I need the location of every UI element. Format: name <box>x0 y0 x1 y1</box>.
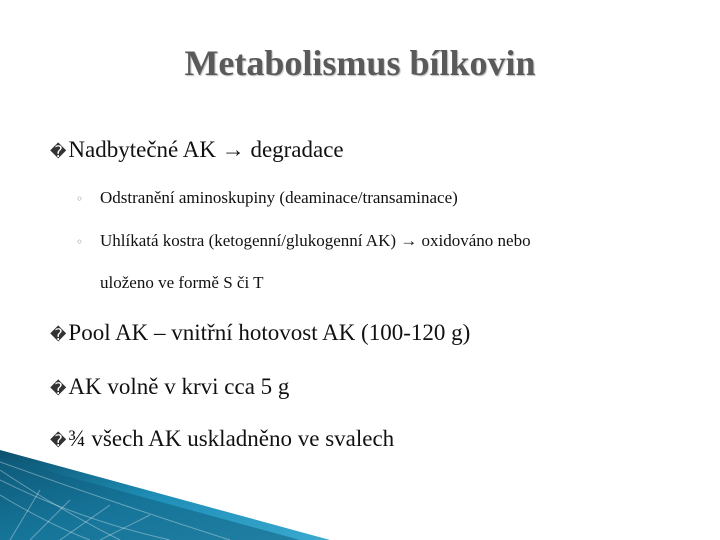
bullet-item <box>50 137 344 163</box>
slide-title: Metabolismus bílkovin <box>184 43 536 83</box>
sub-bullet-marker-icon: ◦ <box>76 235 84 249</box>
bullet-marker-icon: � <box>50 379 67 398</box>
sub-bullet-item <box>76 231 531 251</box>
sub-bullet-marker-icon: ◦ <box>76 192 84 206</box>
bullet-item <box>50 426 394 452</box>
bullet-text: AK volně v krvi cca 5 g <box>68 374 290 399</box>
bullet-text: Nadbytečné AK → degradace <box>68 137 344 162</box>
sub-bullet-text-continuation: uloženo ve formě S či T <box>100 273 264 292</box>
bullet-text: Pool AK – vnitřní hotovost AK (100-120 g) <box>68 320 471 345</box>
bullet-item <box>50 320 470 346</box>
sub-bullet-text: Odstranění aminoskupiny (deaminace/transaminace) <box>100 188 458 207</box>
corner-decoration <box>0 450 330 540</box>
bullet-marker-icon: � <box>50 431 67 450</box>
sub-bullet-item <box>76 188 458 208</box>
sub-bullet-text: Uhlíkatá kostra (ketogenní/glukogenní AK) → oxidováno nebo <box>100 231 531 250</box>
bullet-text: ¾ všech AK uskladněno ve svalech <box>68 426 395 451</box>
sub-bullet-continuation <box>100 273 264 293</box>
bullet-marker-icon: � <box>50 325 67 344</box>
bullet-item <box>50 374 289 400</box>
bullet-marker-icon: � <box>50 142 67 161</box>
